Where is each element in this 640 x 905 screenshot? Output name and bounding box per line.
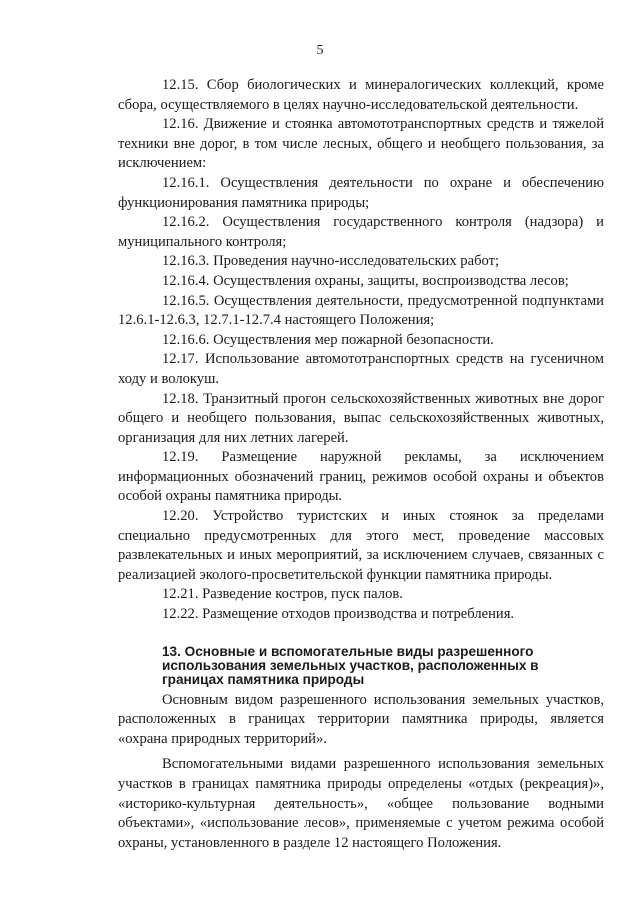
paragraph-12-16-5: 12.16.5. Осуществления деятельности, предусмотренной подпунктами 12.6.1-12.6.3, 12.7.1-12.7.4 настоящего Положения; bbox=[118, 292, 604, 329]
paragraph-12-15: 12.15. Сбор биологических и минералогических коллекций, кроме сбора, осуществляемого в целях научно-исследовательской деятельности. bbox=[118, 77, 604, 113]
paragraph-12-16-1: 12.16.1. Осуществления деятельности по охране и обеспечению функционирования памятника природы; bbox=[118, 174, 604, 211]
paragraph-12-22: 12.22. Размещение отходов производства и потребления. bbox=[162, 606, 515, 623]
paragraph-12-16-4: 12.16.4. Осуществления охраны, защиты, воспроизводства лесов; bbox=[162, 272, 569, 289]
paragraph-12-19: 12.19. Размещение наружной рекламы, за исключением информационных обозначений границ, режимов особой охраны и объектов особой охраны памятника природы. bbox=[118, 449, 604, 505]
section-heading-13: 13. Основные и вспомогательные виды разрешенного использования земельных участков, расположенных в границах памятника природы bbox=[162, 643, 539, 687]
paragraph-auxiliary-use: Вспомогательными видами разрешенного использования земельных участков в границах памятника природы определены «отдых (рекреация)», «историко-культурная деятельность», «общее пользование водными объектами», «использование лесов», применяемые с учетом режима особой охраны, установленного в разделе 12 настоящего Положения. bbox=[118, 756, 604, 851]
paragraph-12-17: 12.17. Использование автомототранспортных средств на гусеничном ходу и волокуш. bbox=[118, 351, 604, 387]
page-body bbox=[118, 76, 604, 853]
paragraph-12-16-2: 12.16.2. Осуществления государственного контроля (надзора) и муниципального контроля; bbox=[118, 214, 604, 250]
paragraph-12-16: 12.16. Движение и стоянка автомототранспортных средств и тяжелой техники вне дорог, в том числе лесных, общего и необщего пользования, за исключением: bbox=[118, 116, 604, 172]
page-number: 5 bbox=[316, 43, 324, 58]
paragraph-12-18: 12.18. Транзитный прогон сельскохозяйственных животных вне дорог общего и необщего пользования, выпас сельскохозяйственных животных, организация для них летних лагерей. bbox=[118, 390, 604, 446]
paragraph-12-20: 12.20. Устройство туристских и иных стоянок за пределами специально предусмотренных для этого мест, проведение массовых развлекательных и иных мероприятий, за исключением случаев, связанных с реализацией эколого-просветительской функции памятника природы. bbox=[118, 508, 604, 583]
paragraph-12-16-6: 12.16.6. Осуществления мер пожарной безопасности. bbox=[162, 331, 494, 348]
paragraph-12-16-3: 12.16.3. Проведения научно-исследовательских работ; bbox=[162, 253, 500, 270]
paragraph-12-21: 12.21. Разведение костров, пуск палов. bbox=[162, 586, 403, 603]
paragraph-main-use: Основным видом разрешенного использования земельных участков, расположенных в границах территории памятника природы, является «охрана природных территорий». bbox=[118, 691, 604, 747]
